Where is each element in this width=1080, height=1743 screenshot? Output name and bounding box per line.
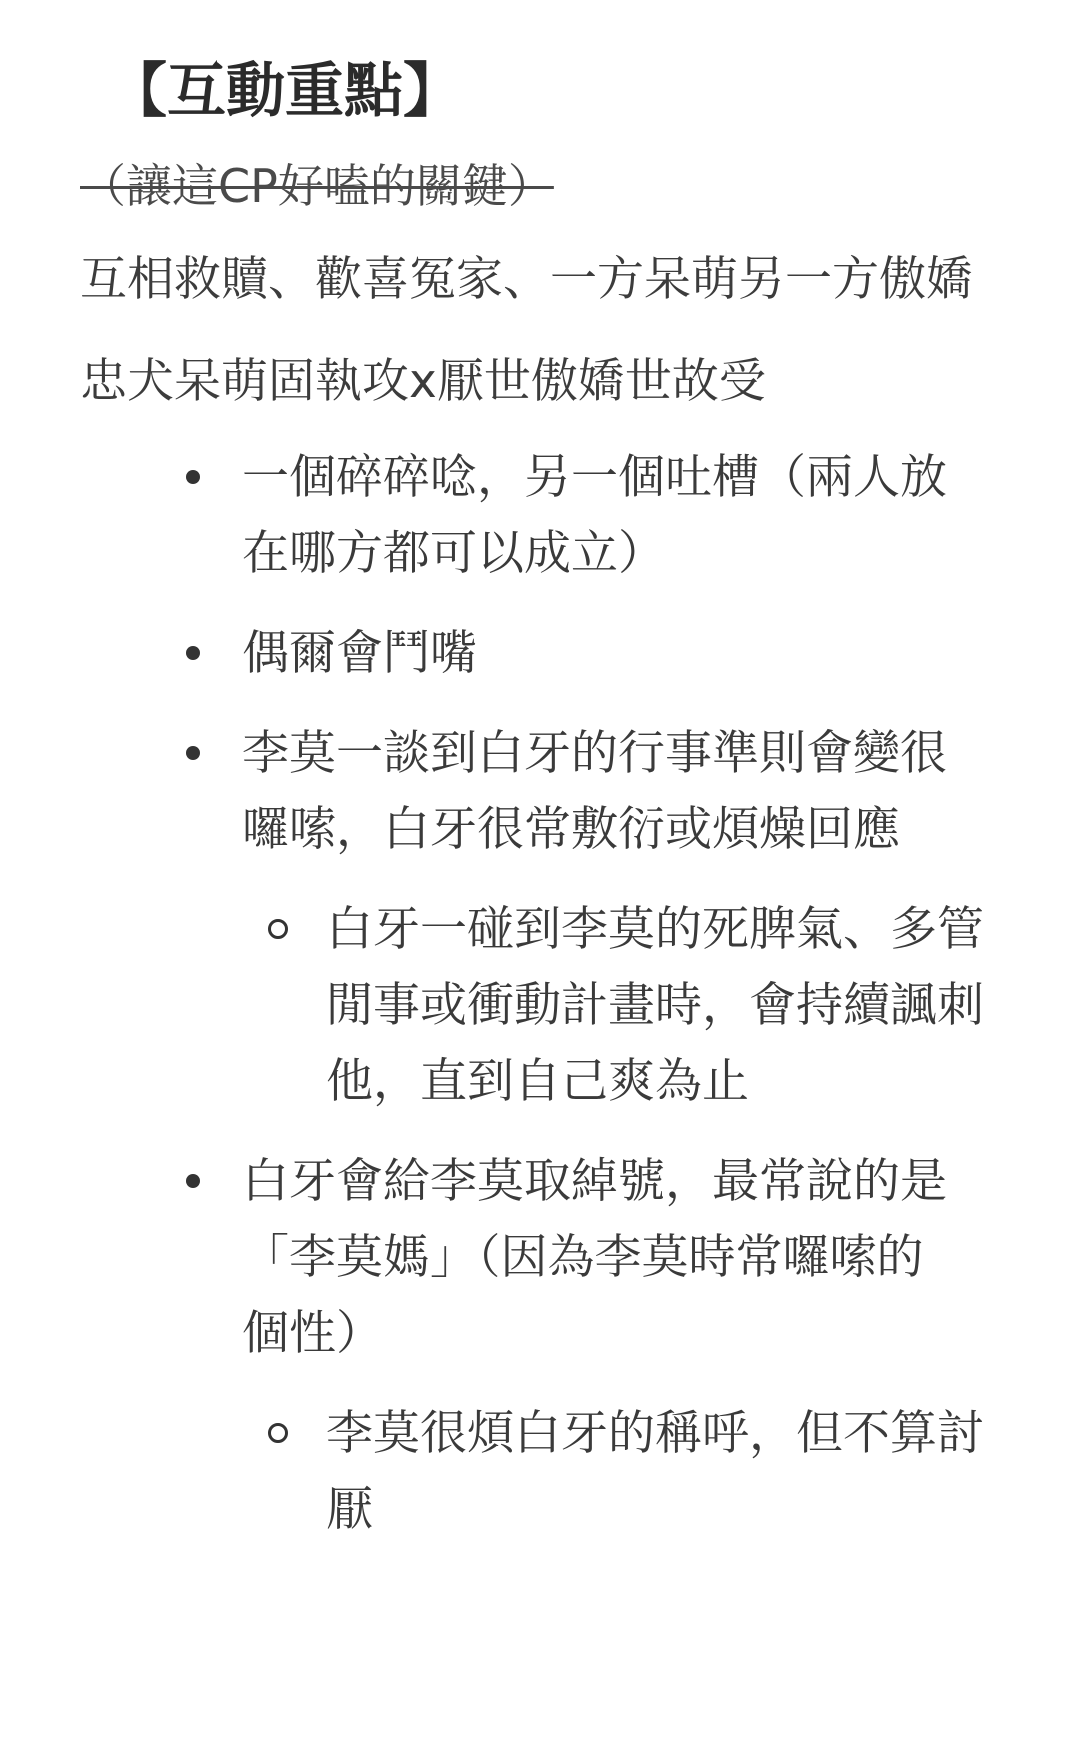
list-item-text: 一個碎碎唸，另一個吐槽（兩人放在哪方都可以成立）	[242, 450, 947, 581]
list-item-text: 李莫一談到白牙的行事準則會變很囉嗦，白牙很常敷衍或煩燥回應	[242, 726, 947, 857]
list-item	[242, 716, 990, 1120]
sub-list-item	[326, 1396, 990, 1548]
sub-list-item-text: 李莫很煩白牙的稱呼，但不算討厭	[326, 1406, 984, 1537]
paragraph-tropes: 互相救贖、歡喜冤家、一方呆萌另一方傲嬌	[80, 252, 973, 307]
list-item	[242, 616, 990, 692]
list-item-text: 偶爾會鬥嘴	[242, 626, 477, 681]
sub-bullet-list	[242, 892, 984, 1120]
bullet-list	[80, 440, 990, 1548]
bullet-circle-icon	[268, 919, 288, 939]
bullet-dot-icon	[186, 746, 200, 760]
bullet-dot-icon	[186, 470, 200, 484]
section-heading: 【互動重點】	[108, 56, 463, 125]
sub-list-item-text: 白牙一碰到李莫的死脾氣、多管閒事或衝動計畫時，會持續諷刺他，直到自己爽為止	[326, 902, 984, 1109]
paragraph-pairing: 忠犬呆萌固執攻x厭世傲嬌世故受	[80, 354, 766, 409]
list-item-text: 白牙會給李莫取綽號，最常說的是「李莫媽」（因為李莫時常囉嗦的個性）	[242, 1154, 947, 1361]
bullet-dot-icon	[186, 1174, 200, 1188]
list-item	[242, 440, 990, 592]
bullet-circle-icon	[268, 1423, 288, 1443]
bullet-dot-icon	[186, 646, 200, 660]
list-item	[242, 1144, 990, 1548]
sub-list-item	[326, 892, 990, 1120]
sub-bullet-list	[242, 1396, 984, 1548]
strikethrough-note: （讓這CP好嗑的關鍵）	[80, 159, 554, 213]
